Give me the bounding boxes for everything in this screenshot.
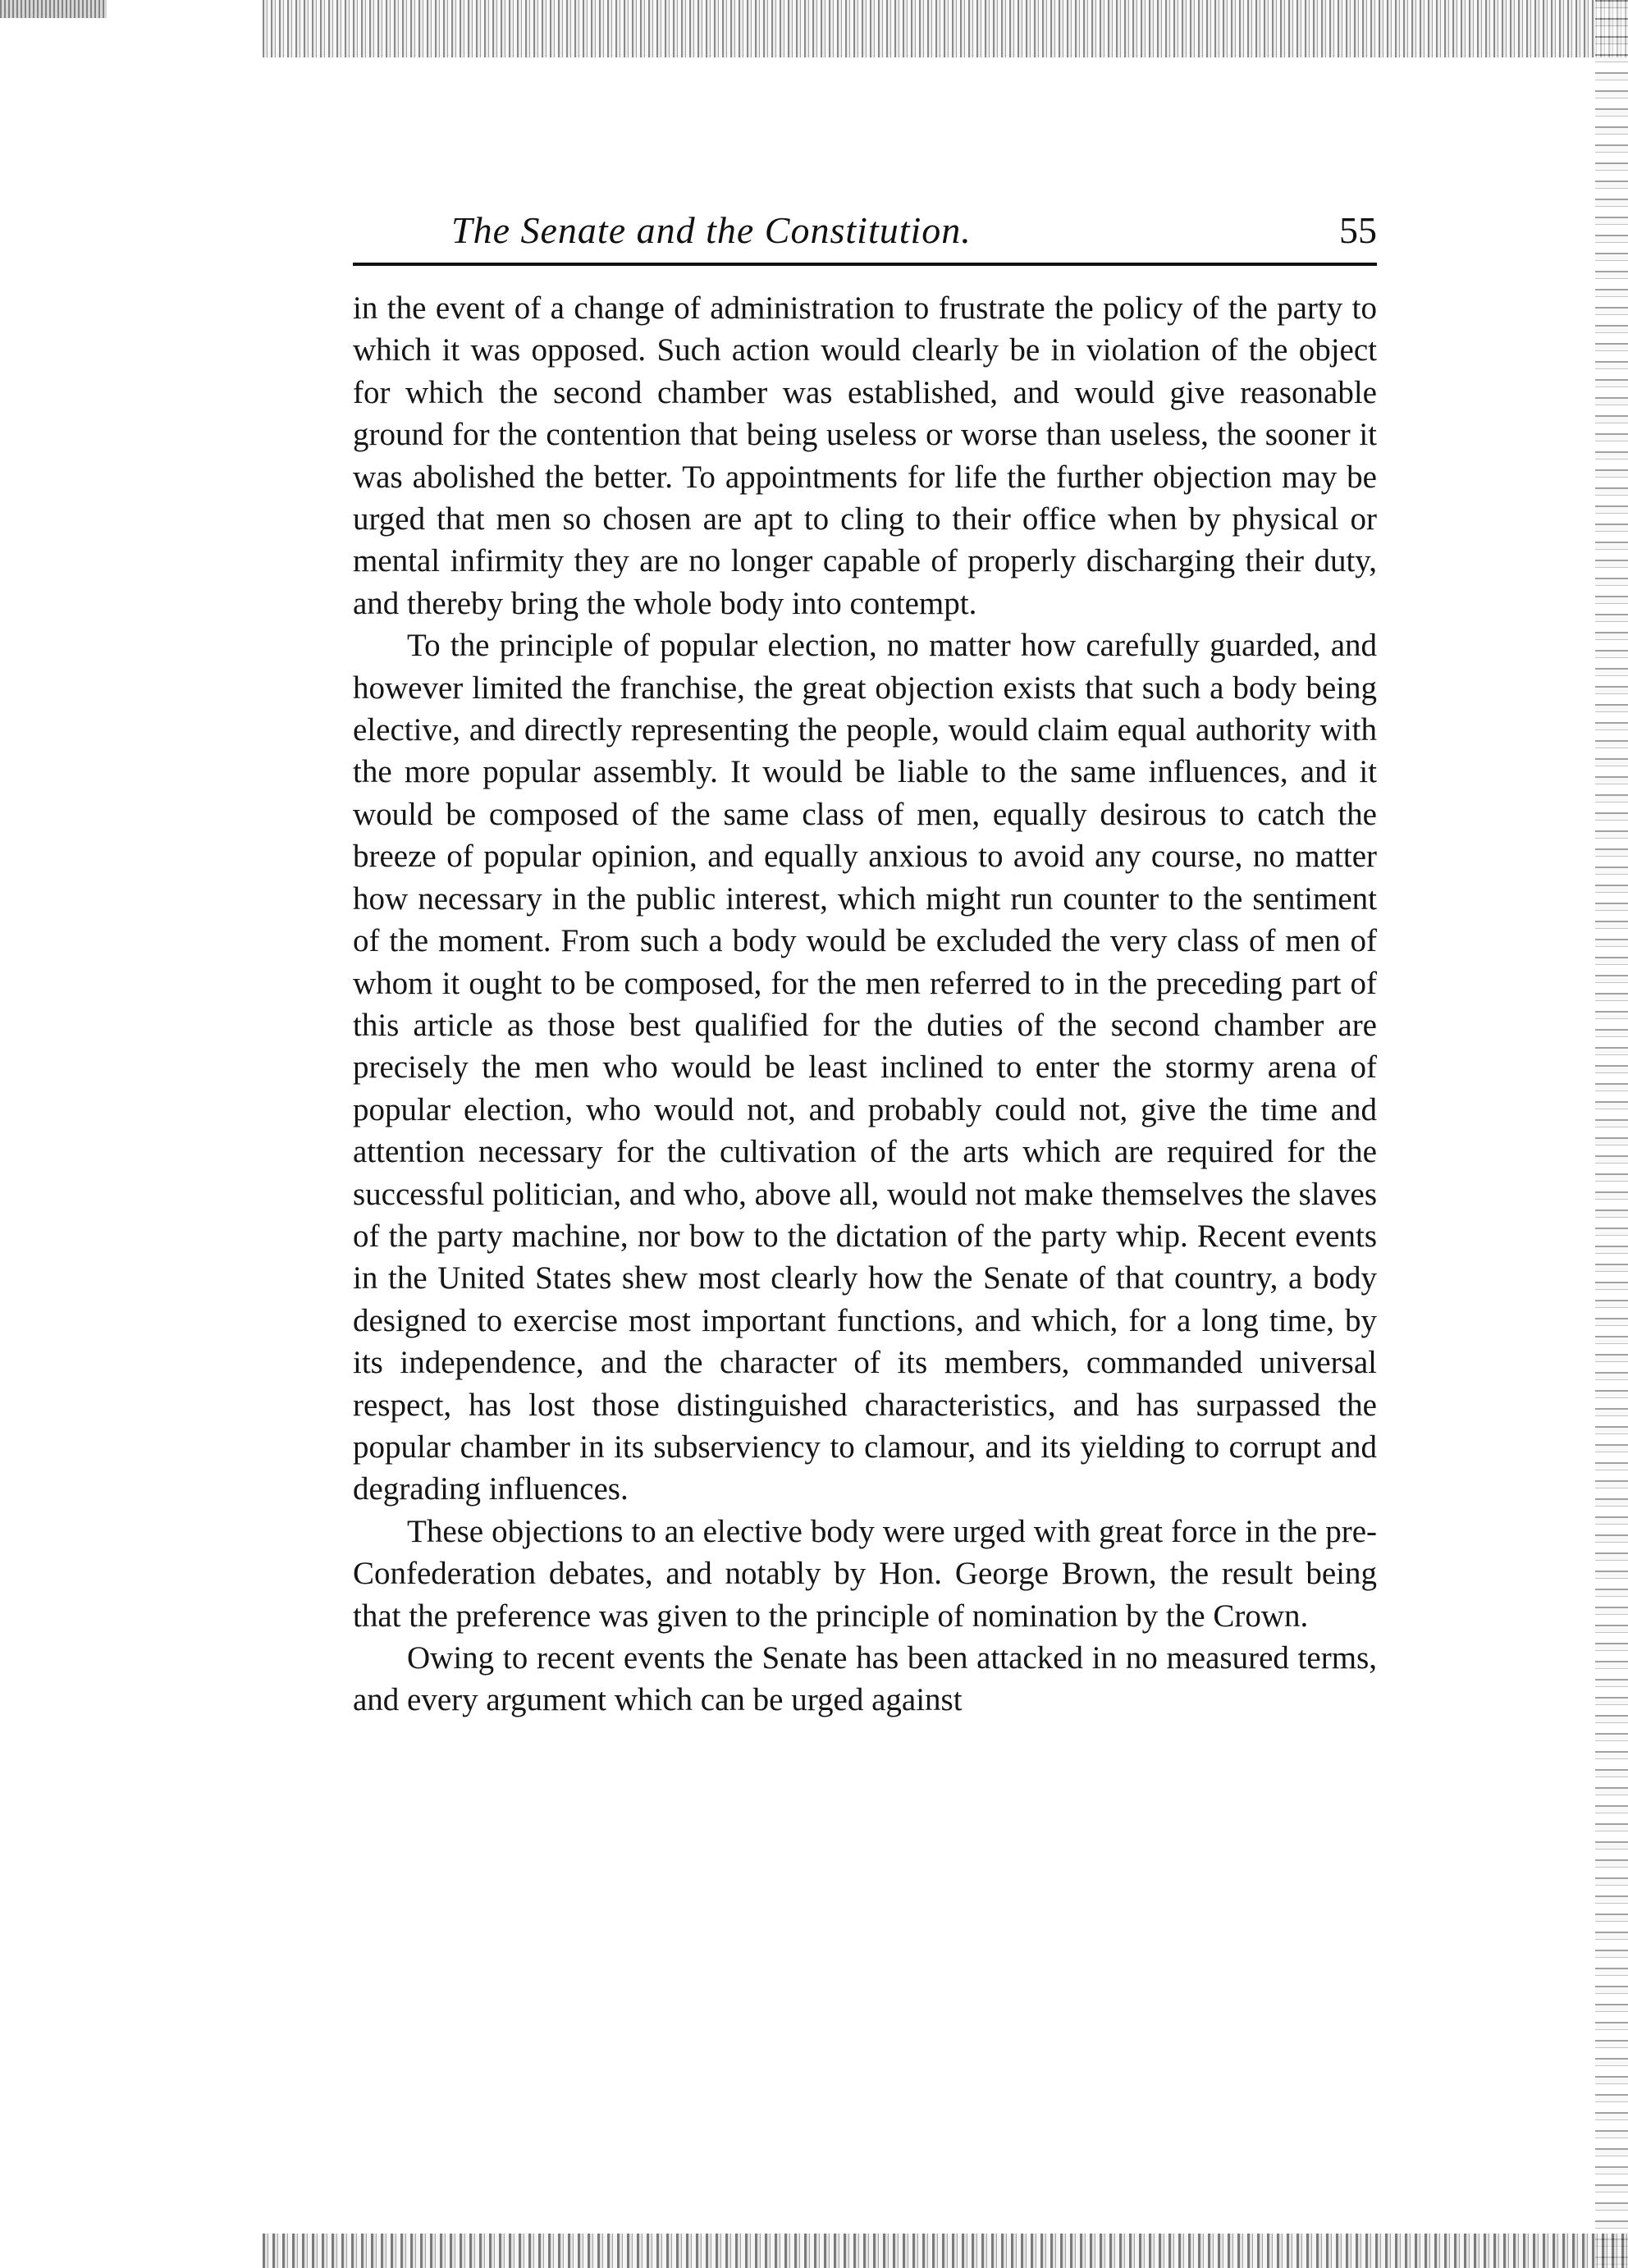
page-number: 55 — [1339, 209, 1377, 251]
scan-noise-bottom — [263, 2234, 1628, 2268]
paragraph-continued: in the event of a change of administration to frustrate the policy of the party to which it was opposed. Such action would clearly be in violation of the object for which the second chamber was established, and would give reasonable ground for the contention that being useless or worse than useless, the sooner it was abolished the better. To appointments for life the further objection may be urged that men so chosen are apt to cling to their office when by physical or mental infirmity they are no longer capable of properly discharging their duty, and thereby bring the whole body into contempt. — [353, 290, 1377, 621]
paragraph-popular-election: To the principle of popular election, no matter how carefully guarded, and however limited the franchise, the great objection exists that such a body being elective, and directly representing the people, would claim equal authority with the more popular assembly. It would be liable to the same influences, and it would be composed of the same class of men, equally desirous to catch the breeze of popular opinion, and equally anxious to avoid any course, no matter how necessary in the public interest, which might run counter to the sentiment of the moment. From such a body would be excluded the very class of men of whom it ought to be composed, for the men referred to in the preceding part of this article as those best qualified for the duties of the second chamber are precisely the men who would be least inclined to enter the stormy arena of popular election, who would not, and probably could not, give the time and attention necessary for the cultivation of the arts which are required for the successful politician, and who, above all, would not make themselves the slaves of the party machine, nor bow to the dictation of the party whip. Recent events in the United States shew most clearly how the Senate of that country, a body designed to exercise most important functions, and which, for a long time, by its independence, and the character of its members, commanded universal respect, has lost those distinguished characteristics, and has surpassed the popular chamber in its subserviency to clamour, and its yielding to corrupt and degrading influences. — [353, 628, 1377, 1507]
scan-noise-top-left — [0, 0, 107, 18]
paragraph-objections: These objections to an elective body were urged with great force in the pre-Confederation debates, and notably by Hon. George Brown, the result being that the preference was given to the principle of nomination by the Crown. — [353, 1513, 1377, 1634]
running-header — [353, 197, 1377, 266]
scan-noise-top — [263, 0, 1628, 57]
book-page — [353, 197, 1377, 1722]
scan-noise-right — [1595, 0, 1628, 2268]
running-title: The Senate and the Constitution. — [451, 209, 972, 251]
body-text — [353, 287, 1377, 1722]
paragraph-recent-events: Owing to recent events the Senate has been attacked in no measured terms, and every argument which can be urged against — [353, 1640, 1377, 1718]
